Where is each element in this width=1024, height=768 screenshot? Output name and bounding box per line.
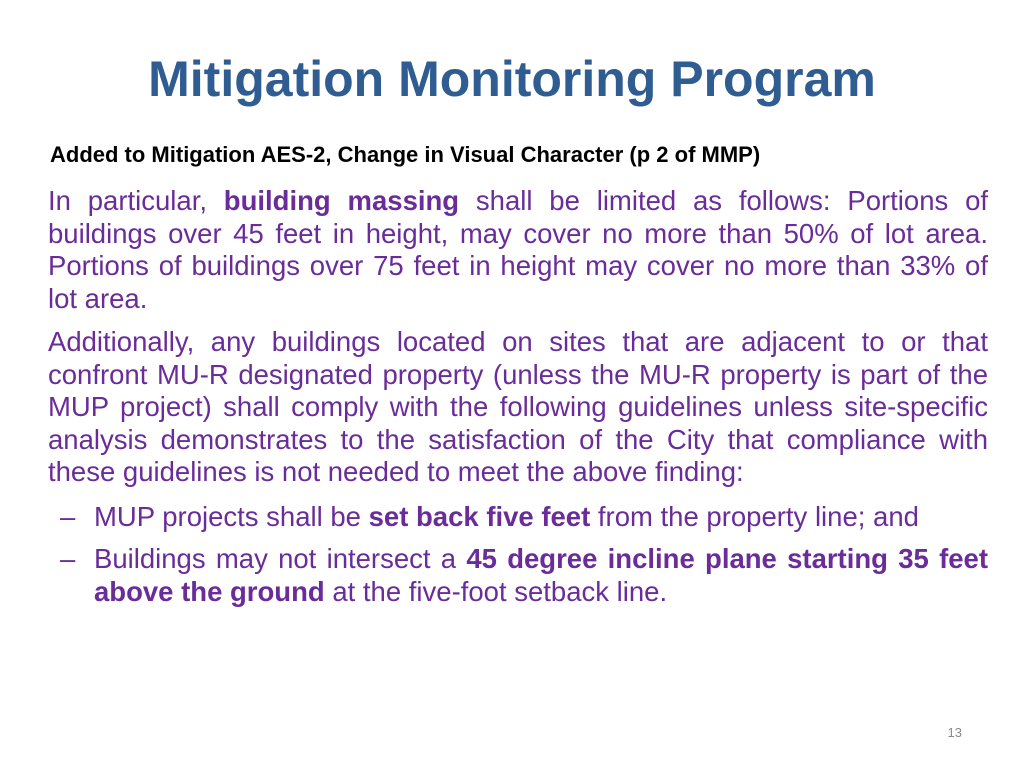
slide-subtitle: Added to Mitigation AES-2, Change in Visual Character (p 2 of MMP) [50, 142, 761, 167]
paragraph-1-emphasis: building massing [223, 185, 460, 216]
list-item-incline-plane [60, 543, 988, 608]
bullet-2-lead: Buildings may not intersect a [94, 543, 467, 574]
paragraph-building-massing [48, 185, 988, 315]
paragraph-additional-guidelines: Additionally, any buildings located on sites that are adjacent to or that confront MU-R designated property (unless the MU-R property is part of the MUP project) shall comply with the following guidelines unless site-specific analysis demonstrates to the satisfaction of the City that compliance with these guidelines is not needed to meet the above finding: [48, 326, 988, 487]
bullet-2-emphasis: 45 degree incline plane starting 35 feet above the ground [94, 543, 988, 607]
list-item-setback [60, 501, 988, 534]
bullet-text [94, 501, 988, 534]
bullet-2-rest: at the five-foot setback line. [324, 575, 668, 607]
bullet-1-emphasis: set back five feet [368, 500, 591, 532]
bullet-1-lead: MUP projects shall be [94, 500, 369, 532]
page-number: 13 [947, 725, 962, 740]
bullet-1-rest: from the property line; and [590, 500, 919, 532]
paragraph-1-lead: In particular, [48, 185, 224, 216]
bullet-dash: – [60, 543, 76, 574]
paragraph-1-rest: shall be limited as follows: Portions of buildings over 45 feet in height, may cover no more than 50% of lot area. Portions of buildings over 75 feet in height may cover no more than 33% of lot area. [48, 185, 988, 314]
bullet-text [94, 543, 988, 608]
slide-title: Mitigation Monitoring Program [148, 51, 876, 107]
slide-body [48, 185, 988, 618]
guideline-list [60, 501, 988, 609]
bullet-dash: – [60, 500, 76, 532]
